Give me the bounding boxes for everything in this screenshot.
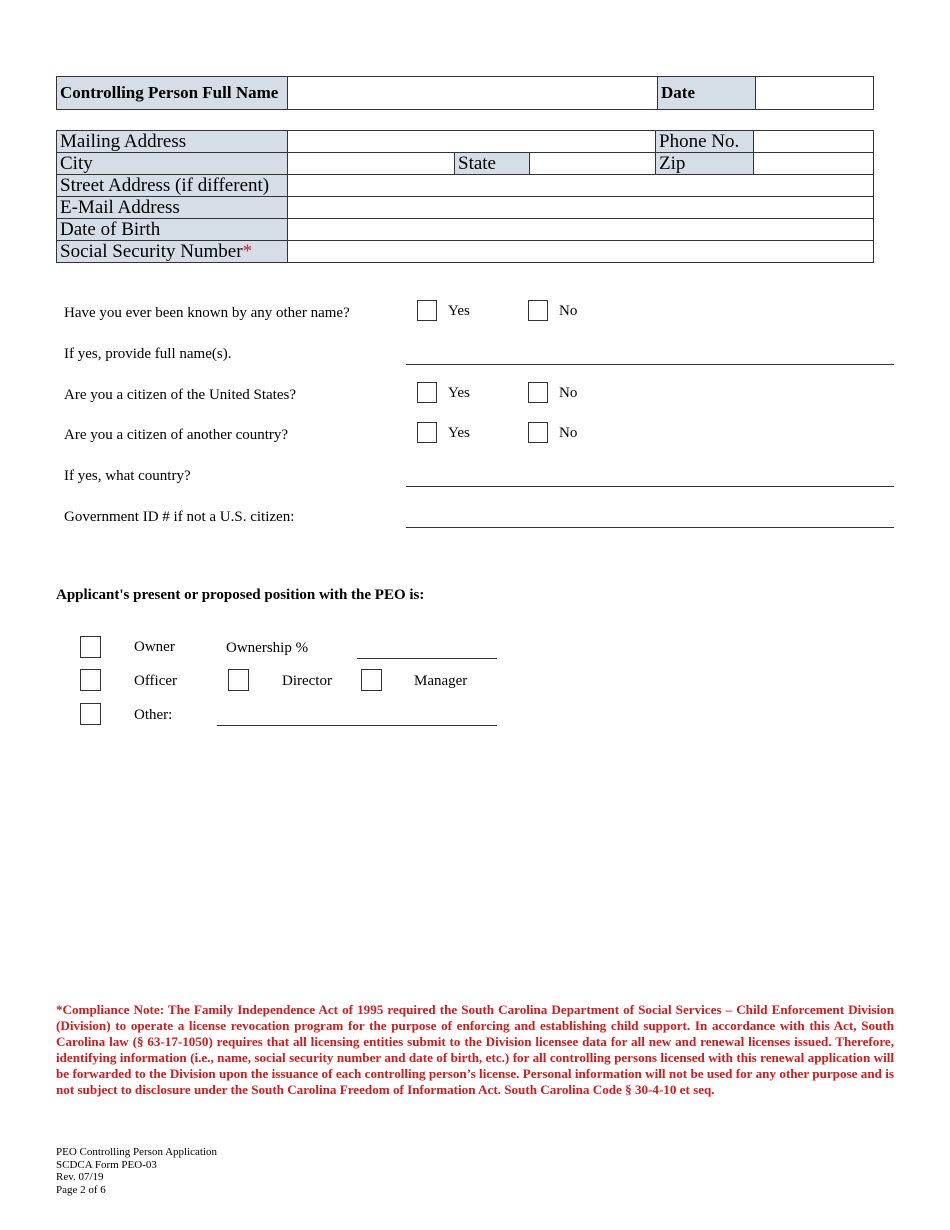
other-country-yes-label: Yes (448, 425, 470, 441)
state-field[interactable] (530, 153, 656, 175)
other-name-yes-checkbox[interactable] (417, 300, 437, 321)
mailing-address-label: Mailing Address (57, 131, 288, 153)
government-id-prompt: Government ID # if not a U.S. citizen: (64, 509, 295, 525)
director-checkbox[interactable] (228, 669, 249, 691)
phone-label: Phone No. (656, 131, 754, 153)
us-citizen-no-checkbox[interactable] (528, 382, 548, 403)
email-field[interactable] (288, 197, 874, 219)
footer-revision: Rev. 07/19 (56, 1171, 104, 1183)
dob-field[interactable] (288, 219, 874, 241)
other-position-label: Other: (134, 707, 173, 723)
date-field[interactable] (756, 77, 874, 110)
full-name-field[interactable] (288, 77, 658, 110)
full-names-prompt: If yes, provide full name(s). (64, 346, 232, 362)
other-position-checkbox[interactable] (80, 703, 101, 725)
footer-form-number: SCDCA Form PEO-03 (56, 1158, 157, 1171)
street-address-label: Street Address (if different) (57, 175, 288, 197)
required-asterisk: * (242, 240, 253, 262)
form-footer (56, 1146, 217, 1196)
state-label: State (455, 153, 530, 175)
other-country-no-label: No (559, 425, 578, 441)
city-field[interactable] (288, 153, 455, 175)
us-citizen-yes-label: Yes (448, 385, 470, 401)
other-name-no-checkbox[interactable] (528, 300, 548, 321)
street-address-field[interactable] (288, 175, 874, 197)
which-country-line[interactable] (406, 486, 894, 487)
person-name-table (56, 76, 874, 110)
city-label: City (57, 153, 288, 175)
position-heading: Applicant's present or proposed position with the PEO is: (56, 587, 425, 603)
compliance-note: *Compliance Note: The Family Independence Act of 1995 required the South Carolina Department of Social Services – Child Enforcement Division (Division) to operate a license revocation program for the purpose of enforcing and establishing child support. In accordance with this Act, South Carolina law (§ 63-17-1050) requires that all licensing entities submit to the Division licensee data for all new and renewal licenses issued. Therefore, identifying information (i.e., name, social security number and date of birth, etc.) for all controlling persons licensed with this renewal application will be forwarded to the Division upon the issuance of each controlling person’s license. Personal information will not be used for any other purpose and is not subject to disclosure under the South Carolina Freedom of Information Act. South Carolina Code § 30-4-10 et seq. (56, 1002, 894, 1097)
ssn-label (57, 241, 288, 263)
footer-page-number: Page 2 of 6 (56, 1183, 106, 1196)
zip-field[interactable] (754, 153, 874, 175)
us-citizen-yes-checkbox[interactable] (417, 382, 437, 403)
other-country-question: Are you a citizen of another country? (64, 427, 289, 443)
ssn-field[interactable] (288, 241, 874, 263)
owner-checkbox[interactable] (80, 636, 101, 658)
us-citizen-question: Are you a citizen of the United States? (64, 387, 297, 403)
government-id-line[interactable] (406, 527, 894, 528)
full-names-line[interactable] (406, 364, 894, 365)
officer-checkbox[interactable] (80, 669, 101, 691)
other-country-yes-checkbox[interactable] (417, 422, 437, 443)
manager-label: Manager (414, 673, 468, 689)
ownership-pct-line[interactable] (357, 658, 497, 659)
director-label: Director (282, 673, 332, 689)
other-name-question: Have you ever been known by any other name? (64, 305, 350, 321)
full-name-label: Controlling Person Full Name (57, 77, 288, 110)
officer-label: Officer (134, 673, 178, 689)
ssn-label-text: Social Security Number (60, 240, 243, 262)
email-label: E-Mail Address (57, 197, 288, 219)
owner-label: Owner (134, 639, 175, 655)
contact-info-table (56, 130, 874, 263)
other-name-yes-label: Yes (448, 303, 470, 319)
other-name-no-label: No (559, 303, 578, 319)
other-country-no-checkbox[interactable] (528, 422, 548, 443)
footer-form-title: PEO Controlling Person Application (56, 1146, 218, 1158)
manager-checkbox[interactable] (361, 669, 382, 691)
phone-field[interactable] (754, 131, 874, 153)
mailing-address-field[interactable] (288, 131, 656, 153)
us-citizen-no-label: No (559, 385, 578, 401)
which-country-prompt: If yes, what country? (64, 468, 191, 484)
dob-label: Date of Birth (57, 219, 288, 241)
other-position-line[interactable] (217, 725, 497, 726)
ownership-pct-label: Ownership % (226, 640, 309, 656)
date-label: Date (658, 77, 756, 110)
zip-label: Zip (656, 153, 754, 175)
